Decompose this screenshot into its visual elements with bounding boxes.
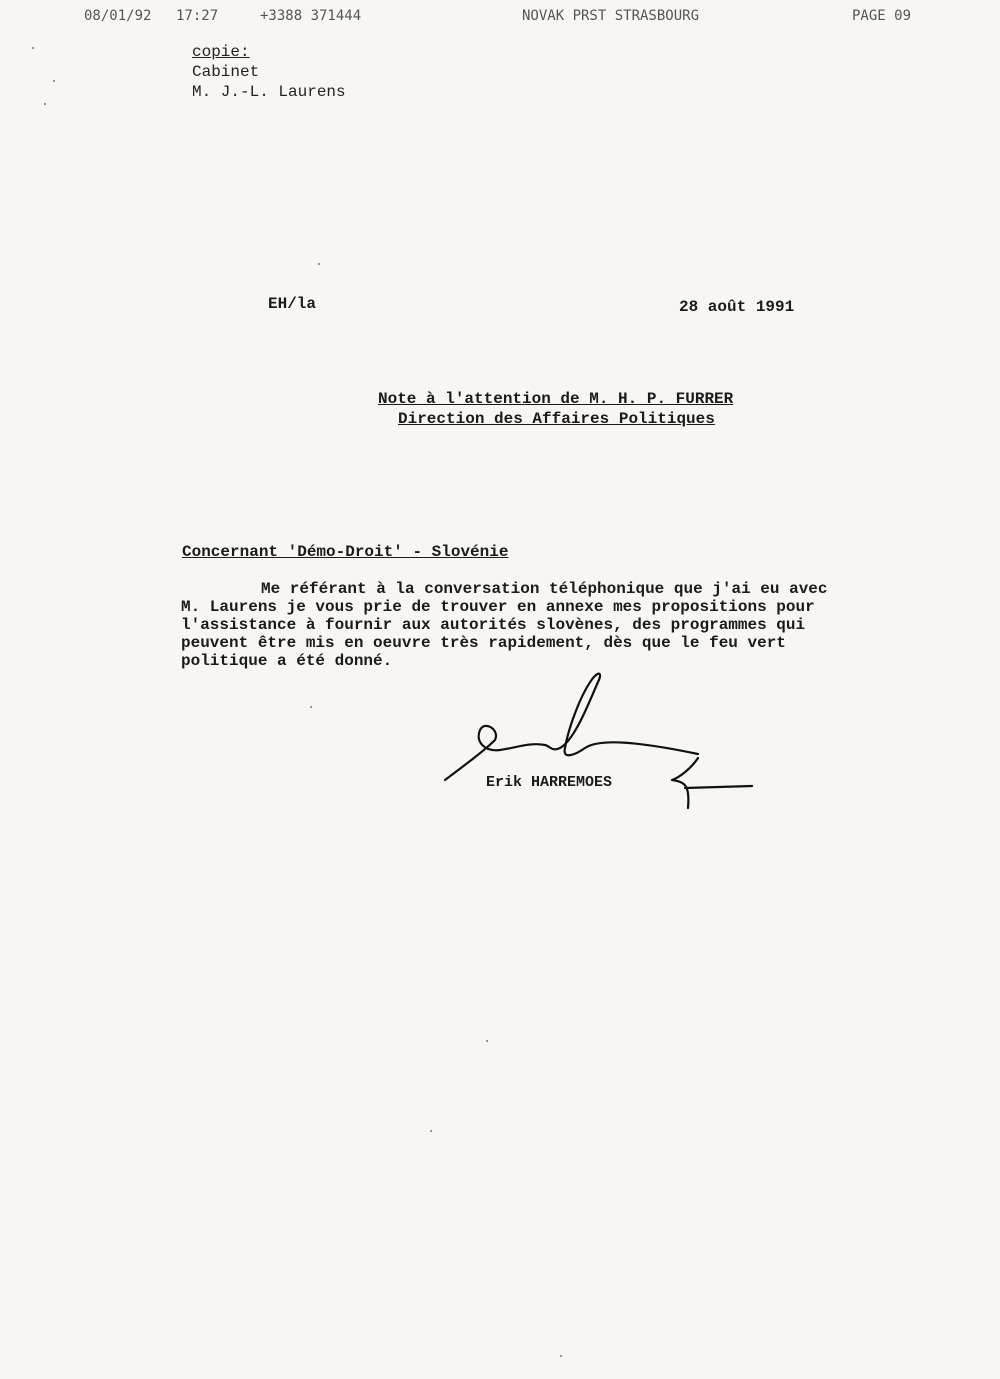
fax-page: PAGE 09 xyxy=(852,8,912,24)
body-line: peuvent être mis en oeuvre très rapidement, dès que le feu vert xyxy=(181,634,786,652)
subject-line: Concernant 'Démo-Droit' - Slovénie xyxy=(182,543,509,561)
scan-speck xyxy=(486,1040,488,1042)
letter-body xyxy=(181,580,881,670)
scan-speck xyxy=(53,80,55,82)
body-line: M. Laurens je vous prie de trouver en annexe mes propositions pour xyxy=(181,598,815,616)
copy-recipients xyxy=(192,42,346,102)
fax-date: 08/01/92 xyxy=(84,8,152,24)
fax-time: 17:27 xyxy=(176,8,219,24)
body-line: Me référant à la conversation téléphonique que j'ai eu avec xyxy=(261,580,828,598)
letter-date: 28 août 1991 xyxy=(679,298,795,316)
scan-speck xyxy=(430,1130,432,1132)
body-line: l'assistance à fournir aux autorités slovènes, des programmes qui xyxy=(181,616,806,634)
signer-name: Erik HARREMOES xyxy=(486,774,613,791)
reference: EH/la xyxy=(268,295,317,313)
fax-header xyxy=(0,8,1000,30)
fax-phone: +3388 371444 xyxy=(260,8,362,24)
body-line: politique a été donné. xyxy=(181,652,393,670)
note-heading-line1: Note à l'attention de M. H. P. FURRER xyxy=(378,390,734,408)
fax-sender: NOVAK PRST STRASBOURG xyxy=(522,8,700,24)
note-heading xyxy=(378,389,778,429)
copy-line: M. J.-L. Laurens xyxy=(192,83,346,101)
scan-speck xyxy=(32,47,34,49)
handwritten-signature xyxy=(440,670,770,820)
note-heading-line2: Direction des Affaires Politiques xyxy=(398,410,715,428)
scan-speck xyxy=(310,706,312,708)
scan-speck xyxy=(560,1355,562,1357)
scan-speck xyxy=(318,263,320,265)
scan-speck xyxy=(44,103,46,105)
copy-line: Cabinet xyxy=(192,63,260,81)
copy-label: copie: xyxy=(192,43,250,61)
